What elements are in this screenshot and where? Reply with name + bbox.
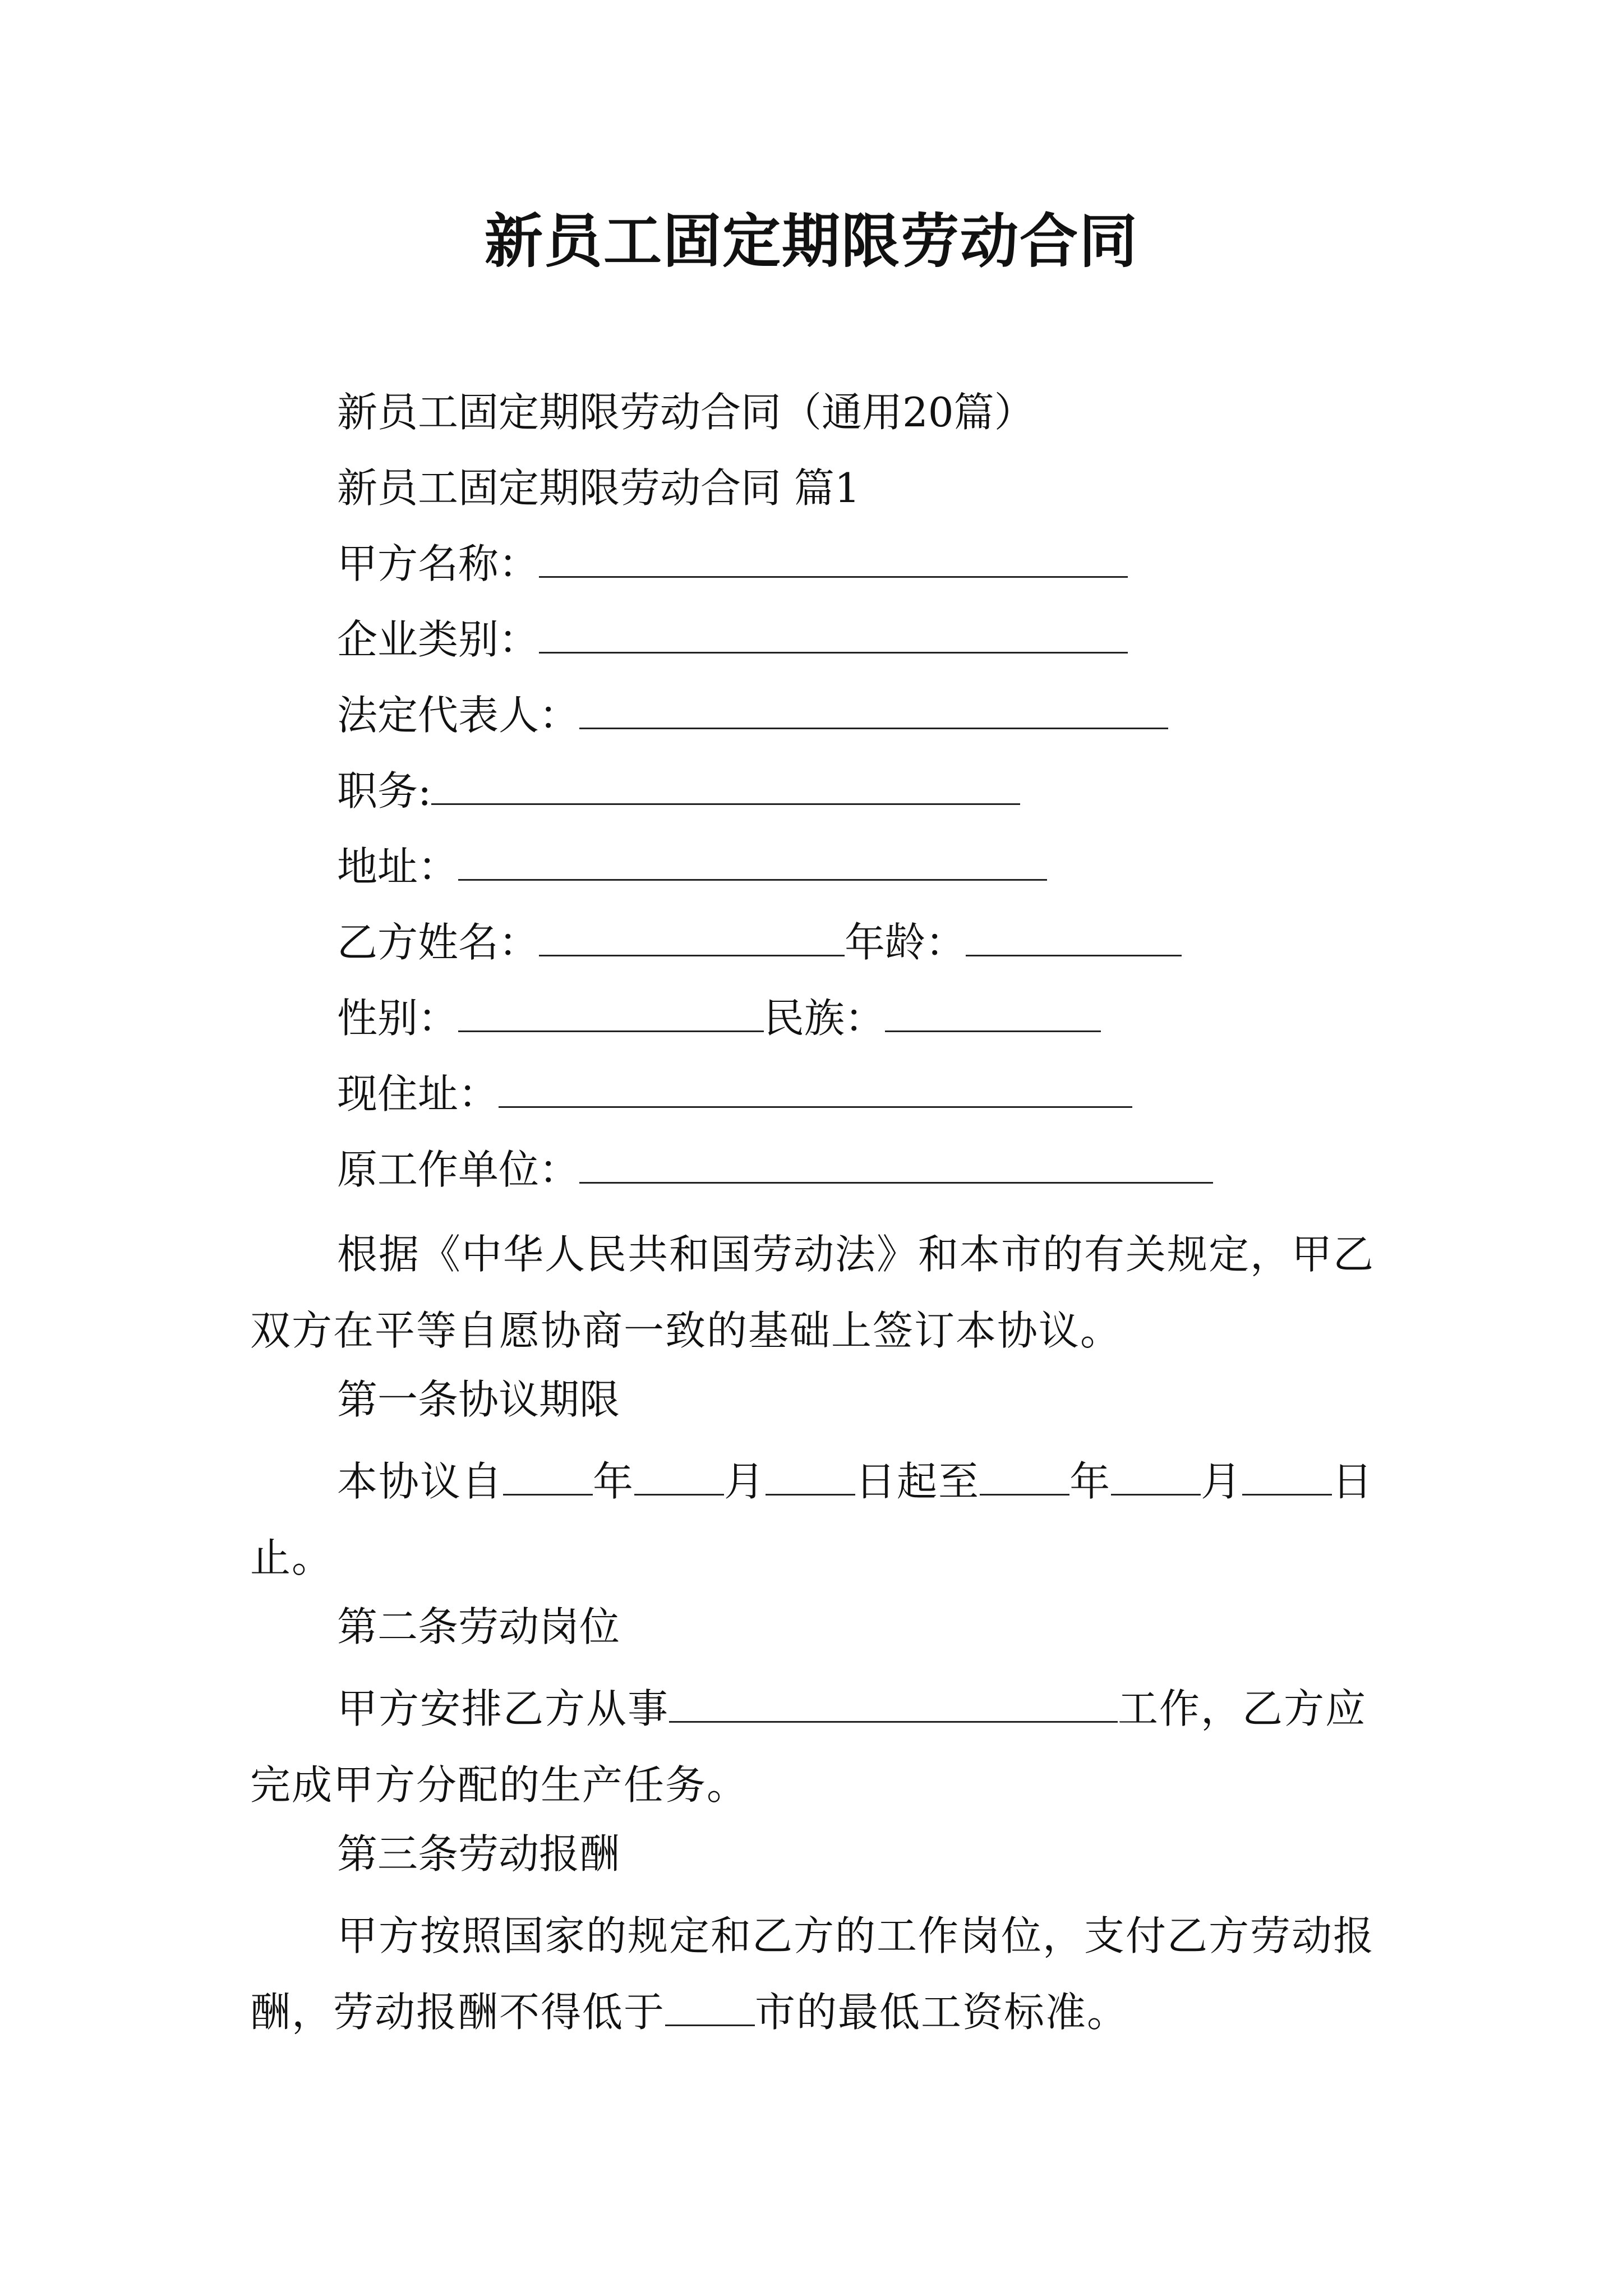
art1-month-label: 月: [724, 1458, 766, 1505]
document-subtitle: 新员工固定期限劳动合同（通用20篇）: [337, 389, 1035, 436]
art2-text-start: 甲方安排乙方从事: [337, 1685, 670, 1732]
age-blank[interactable]: [966, 915, 1182, 956]
article-3-title: 第三条劳动报酬: [337, 1830, 620, 1878]
ethnicity-blank[interactable]: [885, 991, 1101, 1032]
gender-row: [337, 987, 1101, 1049]
former-employer-label: 原工作单位：: [337, 1146, 580, 1193]
company-type-blank[interactable]: [539, 613, 1128, 654]
start-year-blank[interactable]: [503, 1458, 593, 1496]
party-b-row: [337, 912, 1182, 973]
current-address-label: 现住址：: [337, 1070, 499, 1117]
gender-label: 性别：: [337, 995, 459, 1042]
art1-end-month-label: 月: [1201, 1458, 1243, 1505]
legal-rep-row: [337, 684, 1168, 746]
company-type-row: [337, 609, 1128, 670]
art1-year-label: 年: [593, 1458, 635, 1505]
age-label: 年龄：: [845, 919, 966, 966]
job-position-blank[interactable]: [669, 1685, 1118, 1723]
start-day-blank[interactable]: [766, 1458, 855, 1496]
city-blank[interactable]: [665, 1989, 755, 2026]
start-month-blank[interactable]: [634, 1458, 724, 1496]
party-b-name-blank[interactable]: [539, 915, 845, 956]
party-b-name-label: 乙方姓名：: [337, 919, 540, 966]
position-label: 职务:: [337, 767, 432, 815]
art1-end-year-label: 年: [1069, 1458, 1112, 1505]
article-1-title: 第一条协议期限: [337, 1376, 620, 1423]
address-label: 地址：: [337, 843, 459, 890]
position-row: [337, 760, 1020, 822]
company-type-label: 企业类别：: [337, 616, 540, 663]
current-address-blank[interactable]: [499, 1067, 1132, 1108]
former-employer-row: [337, 1139, 1213, 1200]
art3-text-end: 市的最低工资标准。: [755, 1989, 1129, 2036]
party-a-name-row: [337, 533, 1128, 595]
document-title: 新员工固定期限劳动合同: [484, 206, 1138, 275]
article-2-title: 第二条劳动岗位: [337, 1603, 620, 1650]
end-day-blank[interactable]: [1242, 1458, 1332, 1496]
position-blank[interactable]: [431, 764, 1020, 805]
article-2-paragraph: [250, 1671, 1377, 1823]
current-address-row: [337, 1063, 1132, 1125]
party-a-name-blank[interactable]: [539, 537, 1128, 578]
art3-text-start: 甲方按照国家的规定和乙方的工作岗位，支付乙方劳动报酬，劳动报酬不得低于: [250, 1912, 1375, 2036]
section-heading: 新员工固定期限劳动合同 篇1: [337, 464, 860, 512]
end-year-blank[interactable]: [980, 1458, 1069, 1496]
address-blank[interactable]: [458, 840, 1047, 881]
ethnicity-label: 民族：: [764, 995, 886, 1042]
legal-rep-blank[interactable]: [579, 688, 1168, 729]
party-a-name-label: 甲方名称：: [337, 540, 540, 587]
intro-paragraph: 根据《中华人民共和国劳动法》和本市的有关规定，甲乙双方在平等自愿协商一致的基础上签订本协议。: [250, 1231, 1375, 1354]
art1-end-label: 日止。: [250, 1458, 1374, 1581]
end-month-blank[interactable]: [1111, 1458, 1201, 1496]
art1-until-label: 日起至: [855, 1458, 980, 1505]
former-employer-blank[interactable]: [579, 1143, 1213, 1184]
art1-text-start: 本协议自: [337, 1458, 504, 1505]
legal-rep-label: 法定代表人：: [337, 692, 580, 739]
article-1-paragraph: [250, 1443, 1377, 1596]
art2-text-end: 工作，乙方应完成甲方分配的生产任务。: [250, 1685, 1367, 1809]
gender-blank[interactable]: [458, 991, 764, 1032]
address-row: [337, 836, 1047, 898]
article-3-paragraph: [250, 1898, 1377, 2050]
